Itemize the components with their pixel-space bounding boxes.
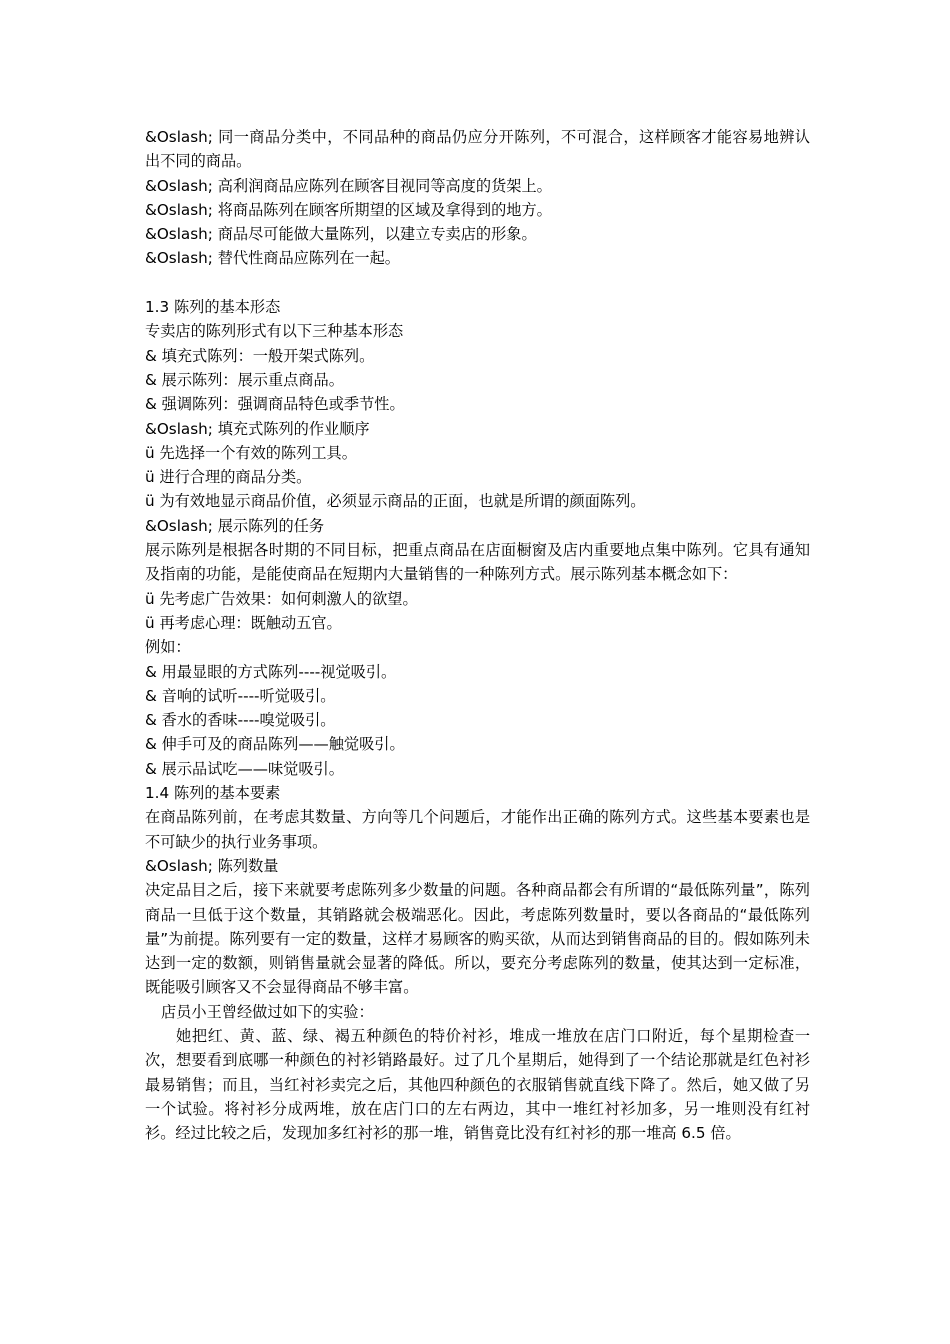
example-item: & 展示品试吃——味觉吸引。 xyxy=(145,759,344,778)
display-form-item: & 强调陈列：强调商品特色或季节性。 xyxy=(145,395,405,414)
example-item: & 用最显眼的方式陈列----视觉吸引。 xyxy=(145,662,397,681)
subsection-title: &Oslash; 填充式陈列的作业顺序 xyxy=(145,419,370,438)
example-label: 例如： xyxy=(145,638,191,657)
display-form-item: & 展示陈列：展示重点商品。 xyxy=(145,370,344,389)
example-item: & 音响的试听----听觉吸引。 xyxy=(145,686,336,705)
section-heading: 1.4 陈列的基本要素 xyxy=(145,784,281,803)
rule-item: &Oslash; 同一商品分类中，不同品种的商品仍应分开陈列，不可混合，这样顾客才能容易地辨认出不同的商品。 xyxy=(145,128,810,171)
section-heading: 1.3 陈列的基本形态 xyxy=(145,298,281,317)
body-paragraph: 她把红、黄、蓝、绿、褐五种颜色的特价衬衫，堆成一堆放在店门口附近，每个星期检查一次，想要看到底哪一种颜色的衬衫销路最好。过了几个星期后，她得到了一个结论那就是红色衬衫最易销售；而且，当红衬衫卖完之后，其他四种颜色的衣服销售就直线下降了。然后，她又做了另一个试验。将衬衫分成两堆，放在店门口的左右两边，其中一堆红衬衫加多，另一堆则没有红衬衫。经过比较之后，发现加多红衬衫的那一堆，销售竟比没有红衬衫的那一堆高 6.5 倍。 xyxy=(145,1026,810,1143)
step-item: ü 为有效地显示商品价值，必须显示商品的正面，也就是所谓的颜面陈列。 xyxy=(145,492,646,511)
section-intro: 专卖店的陈列形式有以下三种基本形态 xyxy=(145,322,404,341)
rule-item: &Oslash; 高利润商品应陈列在顾客目视同等高度的货架上。 xyxy=(145,176,552,195)
body-paragraph: 在商品陈列前，在考虑其数量、方向等几个问题后，才能作出正确的陈列方式。这些基本要素也是不可缺少的执行业务事项。 xyxy=(145,808,810,851)
body-paragraph: 决定品目之后，接下来就要考虑陈列多少数量的问题。各种商品都会有所谓的“最低陈列量”，陈列商品一旦低于这个数量，其销路就会极端恶化。因此，考虑陈列数量时，要以各商品的“最低陈列量”为前提。陈列要有一定的数量，这样才易顾客的购买欲，从而达到销售商品的目的。假如陈列未达到一定的数额，则销售量就会显著的降低。所以，要充分考虑陈列的数量，使其达到一定标准，既能吸引顾客又不会显得商品不够丰富。 xyxy=(145,881,810,997)
rule-item: &Oslash; 商品尽可能做大量陈列，以建立专卖店的形象。 xyxy=(145,225,537,244)
concept-item: ü 先考虑广告效果：如何刺激人的欲望。 xyxy=(145,589,418,608)
subsection-title: &Oslash; 展示陈列的任务 xyxy=(145,516,325,535)
concept-item: ü 再考虑心理：既触动五官。 xyxy=(145,613,342,632)
rule-item: &Oslash; 将商品陈列在顾客所期望的区域及拿得到的地方。 xyxy=(145,200,552,219)
document-page xyxy=(145,125,810,1145)
rule-item: &Oslash; 替代性商品应陈列在一起。 xyxy=(145,249,400,268)
body-paragraph: 展示陈列是根据各时期的不同目标，把重点商品在店面橱窗及店内重要地点集中陈列。它具有通知及指南的功能，是能使商品在短期内大量销售的一种陈列方式。展示陈列基本概念如下： xyxy=(145,541,810,584)
display-form-item: & 填充式陈列：一般开架式陈列。 xyxy=(145,346,375,365)
example-item: & 香水的香味----嗅觉吸引。 xyxy=(145,711,336,730)
experiment-intro: 店员小王曾经做过如下的实验： xyxy=(161,1002,374,1021)
spacer xyxy=(145,271,810,295)
subsection-title: &Oslash; 陈列数量 xyxy=(145,856,279,875)
step-item: ü 先选择一个有效的陈列工具。 xyxy=(145,443,357,462)
example-item: & 伸手可及的商品陈列——触觉吸引。 xyxy=(145,735,405,754)
step-item: ü 进行合理的商品分类。 xyxy=(145,468,312,487)
